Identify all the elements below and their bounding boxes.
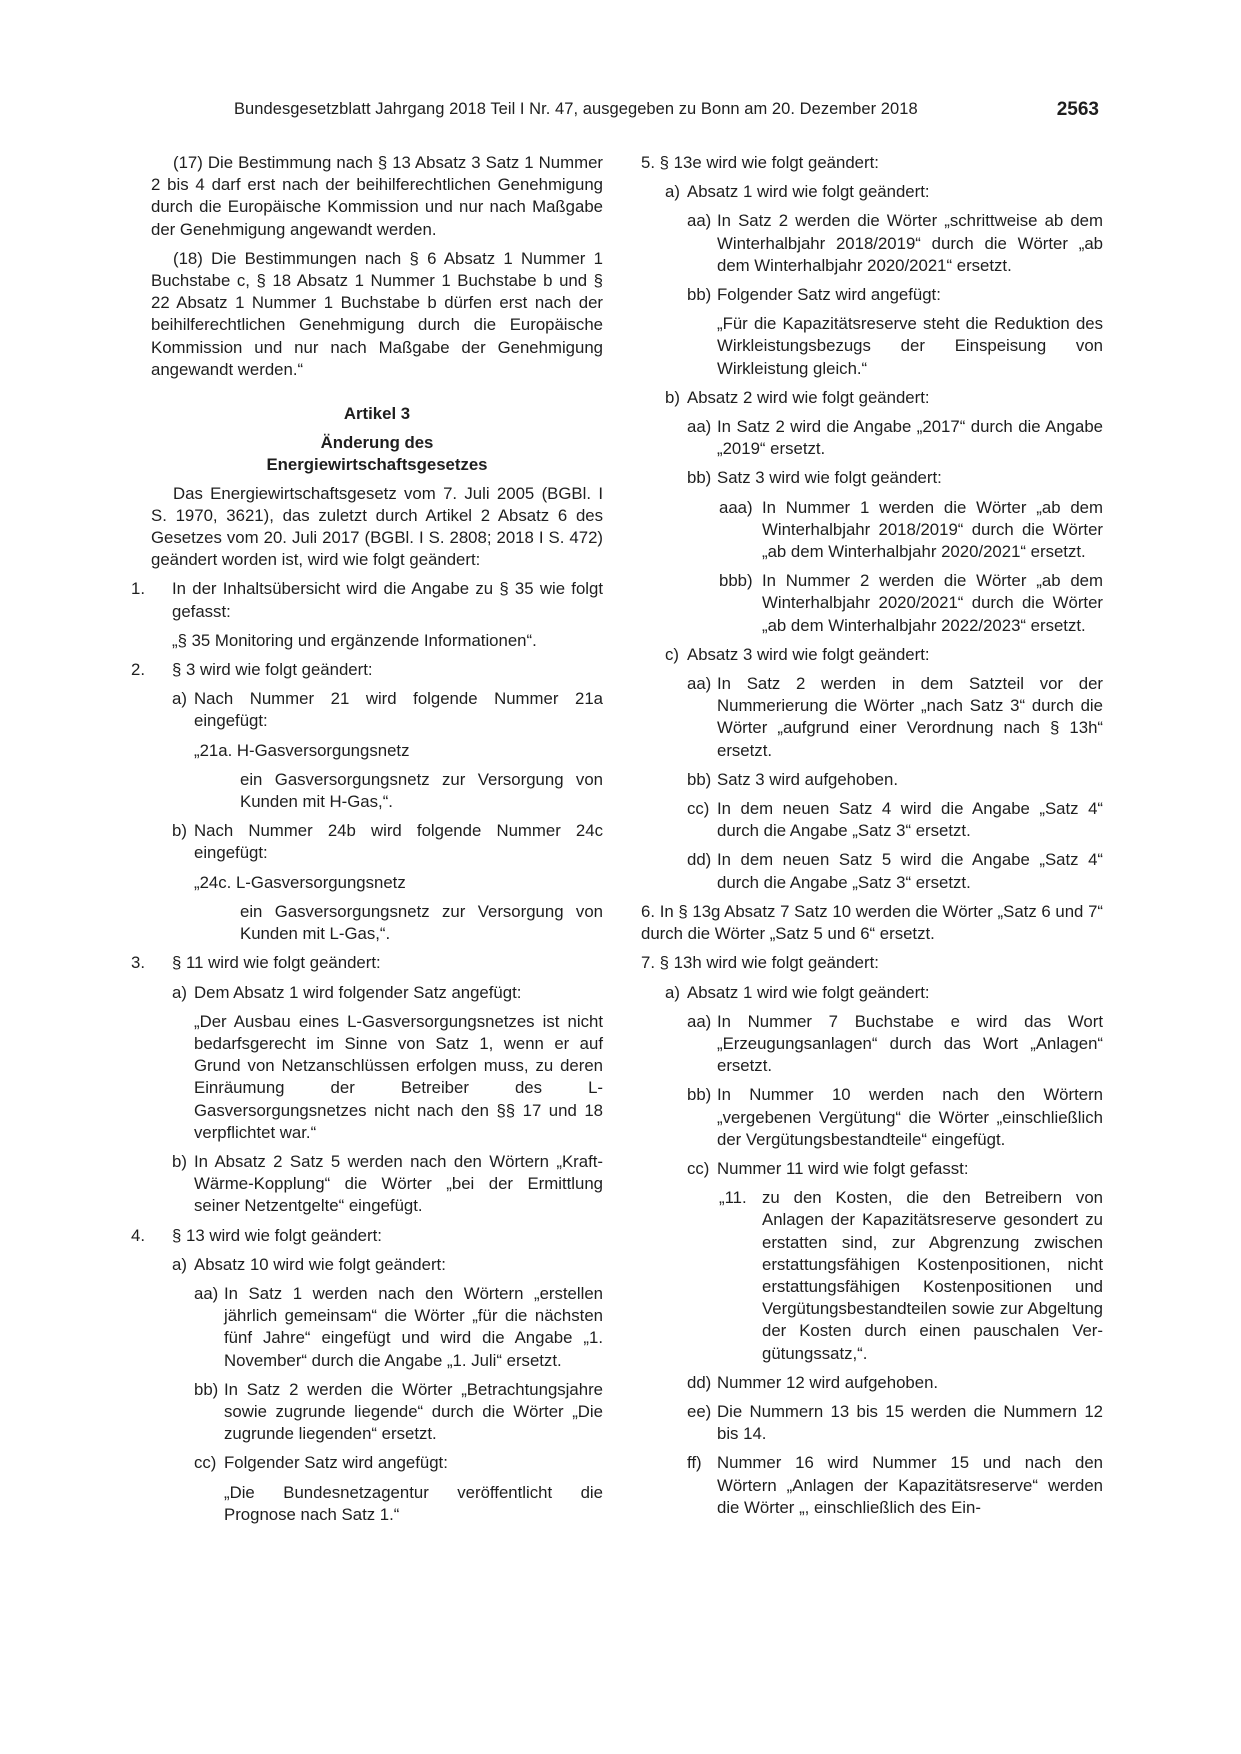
item-number: 4. — [131, 1225, 145, 1245]
item-number: 1. — [131, 579, 145, 599]
quoted-definition-term: „21a. H-Gasversorgungsnetz — [194, 740, 410, 760]
sub-sub-sub-item-text: In Nummer 1 werden die Wörter „ab dem Winterhalbjahr 2018/2019“ durch die Wörter „ab dem Winterhalbjahr 2020/2021“ ersetzt. — [762, 497, 1103, 562]
sub-sub-sub-item — [717, 497, 1103, 564]
sub-item-text: Absatz 2 wird wie folgt geändert: — [687, 387, 930, 407]
sub-sub-item — [687, 1158, 1103, 1365]
sub-sub-item-label: aa) — [194, 1283, 219, 1303]
sub-item-text: In Absatz 2 Satz 5 werden nach den Wörtern „Kraft-Wärme-Kopplung“ die Wörter „bei der Ermittlung seiner Netzentgelte“ eingefügt. — [194, 1151, 603, 1216]
sub-sub-item-text: In Satz 2 wird die Angabe „2017“ durch die Angabe „2019“ ersetzt. — [717, 417, 1103, 459]
sub-item-text: Absatz 1 wird wie folgt geändert: — [687, 982, 930, 1002]
item-text-body: § 13h wird wie folgt geändert: — [659, 953, 879, 973]
sub-sub-item-text: Nummer 12 wird aufgehoben. — [717, 1372, 939, 1392]
sub-item — [641, 387, 1103, 637]
sub-item — [172, 1151, 603, 1218]
sub-sub-item — [194, 1452, 603, 1526]
item-text: § 3 wird wie folgt geändert: — [172, 660, 373, 680]
sub-sub-item-text: In Satz 2 werden in dem Satzteil vor der Nummerierung die Wörter „nach Satz 3“ durch die Wörter „aufgrund einer Verordnung nach § 13h“ ersetzt. — [717, 674, 1103, 760]
sub-sub-item-text: Satz 3 wird aufgehoben. — [717, 769, 898, 789]
item-text — [641, 952, 1103, 974]
quoted-definition: ein Gasversorgungsnetz zur Versorgung von Kunden mit L-Gas,“. — [240, 901, 603, 944]
sub-sub-item-text: In dem neuen Satz 4 wird die Angabe „Satz 4“ durch die Angabe „Satz 3“ ersetzt. — [717, 799, 1103, 841]
header-title: Bundesgesetzblatt Jahrgang 2018 Teil I Nr. 47, ausgegeben zu Bonn am 20. Dezember 2018 — [234, 100, 918, 118]
sub-sub-item — [687, 416, 1103, 460]
item-number: 7. — [641, 953, 655, 973]
sub-item-letter: a) — [665, 982, 680, 1002]
item-text: In der Inhaltsübersicht wird die Angabe zu § 35 wie folgt gefasst: — [172, 579, 603, 621]
quoted-definition-term: „24c. L-Gasversorgungsnetz — [194, 872, 406, 892]
sub-sub-item-label: aa) — [687, 1011, 712, 1031]
sub-item-letter: b) — [172, 1151, 187, 1171]
sub-item-letter: b) — [665, 387, 680, 407]
sub-item-text: Absatz 3 wird wie folgt geändert: — [687, 644, 930, 664]
sub-item-letter: a) — [172, 982, 187, 1002]
sub-sub-sub-item-text: In Nummer 2 werden die Wörter „ab dem Winterhalbjahr 2020/2021“ durch die Wörter „ab dem Winterhalbjahr 2022/2023“ ersetzt. — [762, 571, 1103, 635]
sub-sub-item-text: Folgender Satz wird angefügt: — [717, 285, 941, 305]
sub-sub-item — [687, 467, 1103, 636]
sub-sub-item — [687, 284, 1103, 380]
page-number: 2563 — [1056, 99, 1099, 120]
sub-sub-item-text: In Satz 2 werden die Wörter „schrittweise ab dem Winterhalbjahr 2018/2019“ durch die Wörter „ab dem Winterhalbjahr 2020/2021“ ersetzt. — [717, 211, 1103, 275]
sub-sub-item — [687, 769, 1103, 791]
sub-sub-item-label: cc) — [194, 1453, 217, 1473]
paragraph-18: (18) Die Bestimmungen nach § 6 Absatz 1 Nummer 1 Buchstabe c, § 18 Absatz 1 Nummer 1 Buchstabe b und § 22 Absatz 1 Nummer 1 Buchstabe b dürfen erst nach der beihilferechtlichen Genehmigung durch die Europäische Kommission und nur nach Maßgabe der Genehmigung angewandt werden.“ — [151, 248, 603, 379]
list-item — [641, 952, 1103, 1519]
item-text: § 13 wird wie folgt geändert: — [172, 1225, 382, 1245]
sub-sub-item-text: In Nummer 7 Buchstabe e wird das Wort „Erzeugungsanlagen“ durch das Wort „Anlagen“ ersetzt. — [717, 1011, 1103, 1076]
sub-sub-item-text: Nummer 16 wird Nummer 15 und nach den Wörtern „Anlagen der Kapazitätsreserve“ werden die Wörter „, einschließlich des Ein- — [717, 1453, 1103, 1517]
quoted-text: „Der Ausbau eines L-Gasversorgungsnetzes ist nicht bedarfsgerecht im Sinne von Satz 1, wenn er auf Grund von Netzanschlüssen erfolgen muss, zu deren Einräumung der Betreiber des L-Gasversorgungsnetzes nicht nach den §§ 17 und 18 verpflichtet war.“ — [194, 1011, 603, 1142]
sub-sub-item — [687, 210, 1103, 277]
sub-sub-item-label: ff) — [687, 1453, 702, 1473]
article-intro: Das Energiewirtschaftsgesetz vom 7. Juli 2005 (BGBl. I S. 1970, 3621), das zuletzt durch Artikel 2 Absatz 6 des Gesetzes vom 20. Juli 2017 (BGBl. I S. 2808; 2018 I S. 472) geändert worden ist, wird wie folgt geändert: — [151, 483, 603, 570]
sub-sub-sub-item-label: aaa) — [719, 497, 753, 517]
sub-sub-item-label: dd) — [687, 1372, 712, 1392]
sub-sub-item-label: aa) — [687, 417, 712, 437]
list-item — [641, 901, 1103, 945]
sub-sub-item — [687, 849, 1103, 893]
sub-sub-item — [194, 1283, 603, 1372]
sub-item-text: Absatz 10 wird wie folgt geändert: — [194, 1254, 446, 1274]
sub-item — [172, 688, 603, 813]
sub-sub-item-label: bb) — [687, 769, 712, 789]
sub-sub-item-text: In Satz 2 werden die Wörter „Betrachtungsjahre sowie zugrunde liegende“ durch die Wörter „Die zugrunde liegenden“ ersetzt. — [224, 1379, 603, 1444]
right-column — [641, 152, 1103, 1526]
item-number: 5. — [641, 153, 655, 172]
sub-item-text: Dem Absatz 1 wird folgender Satz angefügt: — [194, 982, 522, 1002]
quoted-item-text: zu den Kosten, die den Betreibern von Anlagen der Kapazitätsreserve gesondert zu erstatten sind, zur Abgrenzung zwischen erstattungsfähigen Kostenpositionen, nicht erstattungsfähigen Kostenpositionen und Vergütungsbestandteilen sowie zur Abgeltung der Kosten durch einen pauschalen Vergütungssatz,“. — [762, 1188, 1103, 1363]
sub-sub-item-label: cc) — [687, 1158, 710, 1178]
quoted-numbered-item — [717, 1187, 1103, 1365]
sub-item — [641, 181, 1103, 380]
sub-sub-item — [687, 798, 1103, 842]
quoted-text: „§ 35 Monitoring und ergänzende Informationen“. — [172, 630, 537, 650]
sub-item — [172, 820, 603, 945]
sub-item — [641, 644, 1103, 894]
article-heading: Artikel 3 — [343, 404, 411, 424]
sub-sub-item-text: Die Nummern 13 bis 15 werden die Nummern 12 bis 14. — [717, 1401, 1103, 1444]
left-column — [131, 152, 603, 1533]
article-title-line-2: Energiewirtschaftsgesetzes — [266, 455, 488, 475]
page-header — [234, 100, 1099, 130]
item-number: 2. — [131, 660, 145, 680]
sub-sub-item-label: aa) — [687, 674, 712, 694]
item-number: 6. — [641, 901, 655, 921]
item-text-body: § 13e wird wie folgt geändert: — [659, 153, 879, 172]
sub-sub-item-label: bb) — [687, 468, 712, 488]
sub-sub-item-label: dd) — [687, 850, 712, 870]
sub-sub-item — [687, 1401, 1103, 1445]
sub-item-text: Nach Nummer 21 wird folgende Nummer 21a eingefügt: — [194, 689, 603, 731]
item-text: In § 13g Absatz 7 Satz 10 werden die Wörter „Satz 6 und 7“ durch die Wörter „Satz 5 und 6“ ersetzt. — [641, 901, 1103, 944]
sub-sub-sub-item-label: bbb) — [719, 571, 753, 591]
sub-sub-item-text: In dem neuen Satz 5 wird die Angabe „Satz 4“ durch die Angabe „Satz 3“ ersetzt. — [717, 850, 1103, 892]
quoted-item-number: „11. — [719, 1188, 747, 1208]
sub-sub-item-text: In Satz 1 werden nach den Wörtern „erstellen jährlich gemeinsam“ die Wörter „für die nächsten fünf Jahre“ eingefügt und wird die Angabe „1. November“ durch die Angabe „1. Juli“ ersetzt. — [224, 1283, 603, 1370]
sub-sub-item — [194, 1379, 603, 1446]
item-text — [641, 152, 1103, 174]
item-number: 3. — [131, 953, 145, 973]
sub-sub-item-label: bb) — [687, 1085, 712, 1105]
sub-sub-item-label: cc) — [687, 799, 710, 819]
sub-sub-item-label: ee) — [687, 1401, 712, 1421]
sub-sub-item — [687, 673, 1103, 762]
sub-sub-item-label: bb) — [687, 285, 712, 305]
sub-item — [172, 982, 603, 1144]
quoted-text: „Die Bundesnetzagentur veröffentlicht die Prognose nach Satz 1.“ — [224, 1482, 603, 1524]
sub-sub-item — [687, 1452, 1103, 1519]
sub-item — [641, 982, 1103, 1519]
sub-sub-item-text: Nummer 11 wird wie folgt gefasst: — [717, 1158, 969, 1178]
list-item — [131, 1225, 603, 1526]
list-item — [131, 578, 603, 652]
sub-item-text: Nach Nummer 24b wird folgende Nummer 24c eingefügt: — [194, 821, 603, 863]
sub-item-letter: a) — [665, 182, 680, 202]
sub-sub-sub-item — [717, 570, 1103, 637]
sub-sub-item-text: Satz 3 wird wie folgt geändert: — [717, 468, 942, 488]
sub-sub-item-text: Folgender Satz wird angefügt: — [224, 1453, 448, 1473]
sub-sub-item — [687, 1084, 1103, 1151]
sub-item-letter: a) — [172, 689, 187, 709]
paragraph-17: (17) Die Bestimmung nach § 13 Absatz 3 Satz 1 Nummer 2 bis 4 darf erst nach der beihilferechtlichen Genehmigung durch die Europäische Kommission und nur nach Maßgabe der Genehmigung angewandt werden. — [151, 153, 603, 239]
list-item — [131, 659, 603, 945]
quoted-definition: ein Gasversorgungsnetz zur Versorgung von Kunden mit H-Gas,“. — [240, 769, 603, 812]
sub-sub-item-text: In Nummer 10 werden nach den Wörtern „vergebenen Vergütung“ die Wörter „einschließlich der Vergütungsbestandteile“ eingefügt. — [717, 1085, 1103, 1149]
sub-item-letter: c) — [665, 644, 679, 664]
sub-item-text: Absatz 1 wird wie folgt geändert: — [687, 182, 930, 202]
sub-sub-item — [687, 1011, 1103, 1078]
sub-item-letter: b) — [172, 821, 187, 841]
quoted-text: „Für die Kapazitätsreserve steht die Reduktion des Wirkleistungsbezugs der Einspeisung von Wirkleistung gleich.“ — [717, 314, 1103, 378]
item-text: § 11 wird wie folgt geändert: — [172, 953, 381, 973]
article-title-line-1: Änderung des — [320, 433, 434, 453]
sub-sub-item-label: aa) — [687, 211, 712, 231]
sub-item — [172, 1254, 603, 1526]
list-item — [641, 152, 1103, 894]
sub-sub-item-label: bb) — [194, 1379, 219, 1399]
sub-sub-item — [687, 1372, 1103, 1394]
list-item — [131, 952, 603, 1217]
sub-item-letter: a) — [172, 1254, 187, 1274]
